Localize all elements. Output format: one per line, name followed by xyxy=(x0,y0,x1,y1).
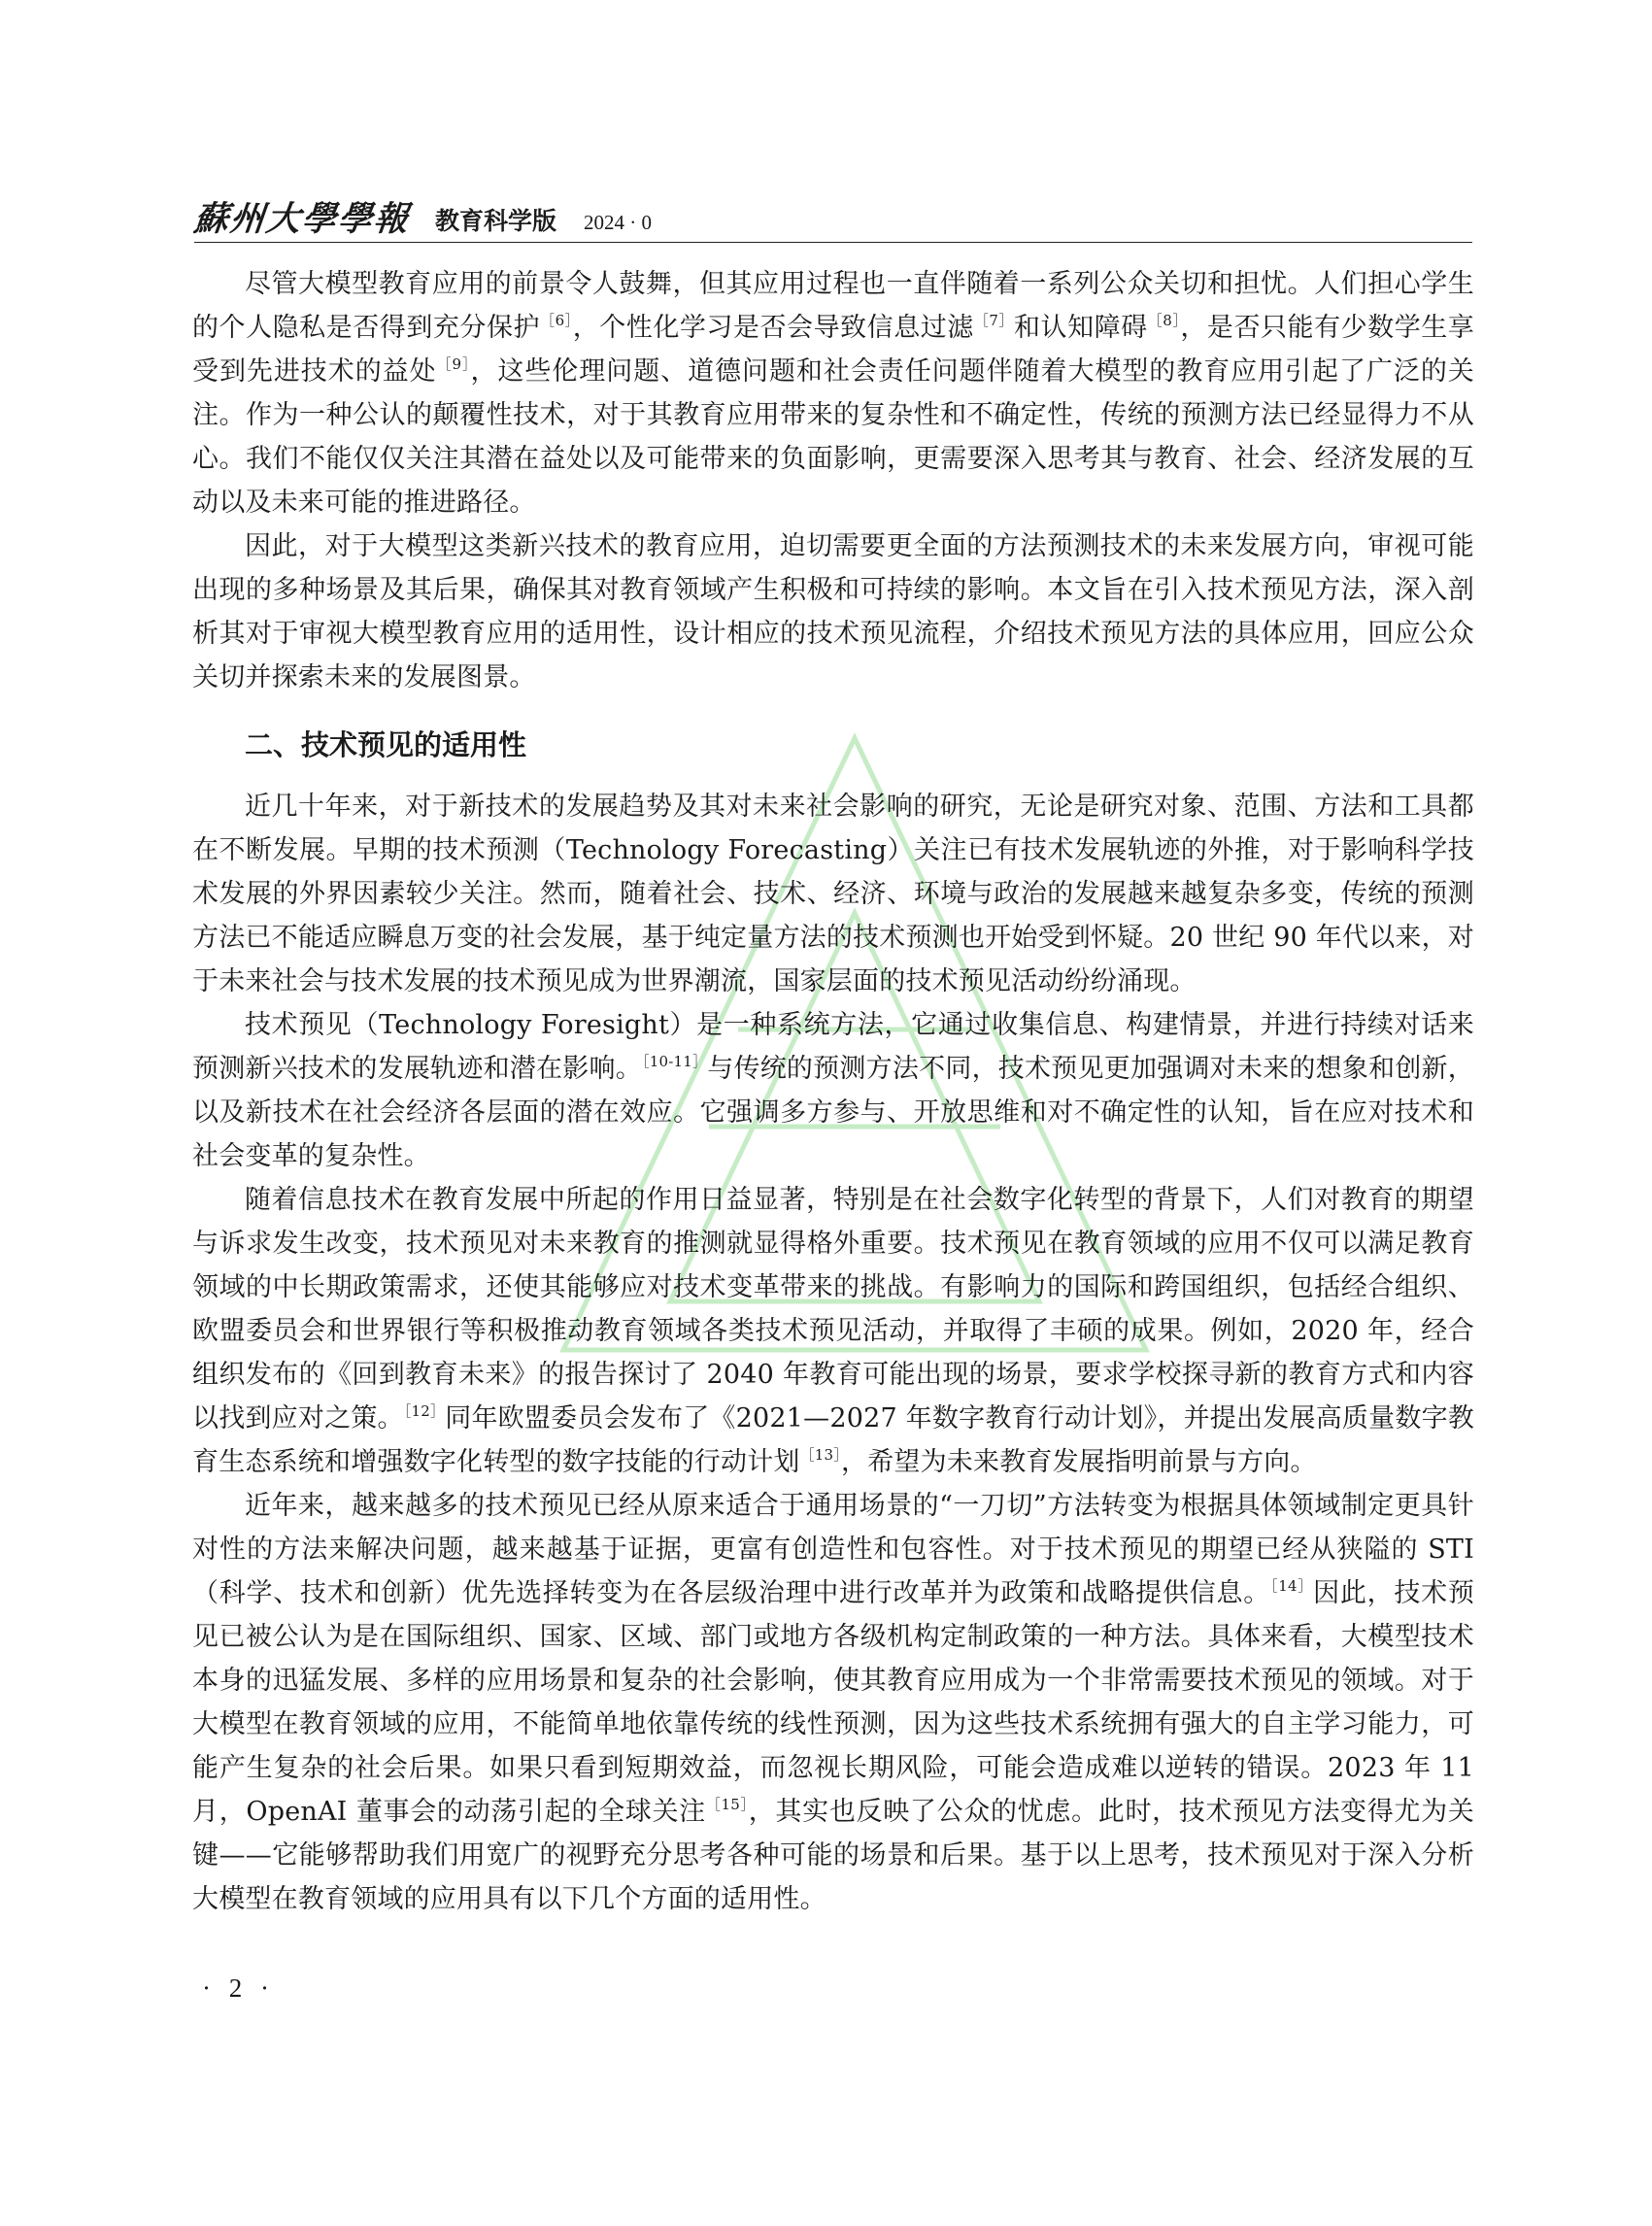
paragraph xyxy=(192,1003,1474,1178)
citation-marker: ［10-11］ xyxy=(641,1053,708,1070)
article-body xyxy=(192,262,1474,1921)
paragraph xyxy=(192,524,1474,699)
paragraph xyxy=(192,262,1474,524)
journal-edition: 教育科学版 xyxy=(435,207,557,235)
paragraph xyxy=(192,1178,1474,1484)
citation-marker: ［7］ xyxy=(973,312,1014,329)
paragraph-text: 技术预见（Technology Foresight）是一种系统方法，它通过收集信息、构建情景，并进行持续对话来预测新兴技术的发展轨迹和潜在影响。 xyxy=(192,1010,1474,1084)
citation-marker: ［12］ xyxy=(403,1402,446,1420)
paragraph xyxy=(192,785,1474,1003)
paragraph-text: ，希望为未来教育发展指明前景与方向。 xyxy=(841,1447,1317,1477)
paragraph-text: 尽管大模型教育应用的前景令人鼓舞，但其应用过程也一直伴随着一系列公众关切和担忧。人们担心学生的个人隐私是否得到充分保护 xyxy=(192,269,1474,343)
paragraph-text: 因此，对于大模型这类新兴技术的教育应用，迫切需要更全面的方法预测技术的未来发展方向，审视可能出现的多种场景及其后果，确保其对教育领域产生积极和可持续的影响。本文旨在引入技术预见方法，深入剖析其对于审视大模型教育应用的适用性，设计相应的技术预见流程，介绍技术预见方法的具体应用，回应公众关切并探索未来的发展图景。 xyxy=(192,531,1474,692)
paragraph-text: 近年来，越来越多的技术预见已经从原来适合于通用场景的“一刀切”方法转变为根据具体领域制定更具针对性的方法来解决问题，越来越基于证据，更富有创造性和包容性。对于技术预见的期望已经从狭隘的 STI（科学、技术和创新）优先选择转变为在各层级治理中进行改革并为政策和战略提供信息。 xyxy=(192,1491,1474,1608)
page-number: · 2 · xyxy=(202,1973,275,2003)
citation-marker: ［6］ xyxy=(540,312,573,329)
paragraph-text: 因此，技术预见已被公认为是在国际组织、国家、区域、部门或地方各级机构定制政策的一种方法。具体来看，大模型技术本身的迅猛发展、多样的应用场景和复杂的社会影响，使其教育应用成为一个非常需要技术预见的领域。对于大模型在教育领域的应用，不能简单地依靠传统的线性预测，因为这些技术系统拥有强大的自主学习能力，可能产生复杂的社会后果。如果只看到短期效益，而忽视长期风险，可能会造成难以逆转的错误。2023 年 11 月，OpenAI 董事会的动荡引起的全球关注 xyxy=(192,1578,1475,1827)
citation-marker: ［9］ xyxy=(436,355,471,373)
journal-logo: 蘇州大學學報 xyxy=(191,199,413,239)
journal-issue: 2024 · 0 xyxy=(584,210,653,234)
paragraph xyxy=(192,1484,1474,1921)
paragraph-text: 近几十年来，对于新技术的发展趋势及其对未来社会影响的研究，无论是研究对象、范围、方法和工具都在不断发展。早期的技术预测（Technology Forecasting）关注已有技术发展轨迹的外推，对于影响科学技术发展的外界因素较少关注。然而，随着社会、技术、经济、环境与政治的发展越来越复杂多变，传统的预测方法已不能适应瞬息万变的社会发展，基于纯定量方法的技术预测也开始受到怀疑。20 世纪 90 年代以来，对于未来社会与技术发展的技术预见成为世界潮流，国家层面的技术预见活动纷纷涌现。 xyxy=(192,792,1474,996)
citation-marker: ［8］ xyxy=(1147,312,1181,329)
paragraph-text: 和认知障碍 xyxy=(1014,313,1148,343)
paragraph-text: 随着信息技术在教育发展中所起的作用日益显著，特别是在社会数字化转型的背景下，人们对教育的期望与诉求发生改变，技术预见对未来教育的推测就显得格外重要。技术预见在教育领域的应用不仅可以满足教育领域的中长期政策需求，还使其能够应对技术变革带来的挑战。有影响力的国际和跨国组织，包括经合组织、欧盟委员会和世界银行等积极推动教育领域各类技术预见活动，并取得了丰硕的成果。例如，2020 年，经合组织发布的《回到教育未来》的报告探讨了 2040 年教育可能出现的场景，要求学校探寻新的教育方式和内容以找到应对之策。 xyxy=(192,1185,1474,1433)
citation-marker: ［14］ xyxy=(1270,1577,1314,1595)
section-heading: 二、技术预见的适用性 xyxy=(245,728,527,761)
paragraph-text: ，是否只能有少数学生享受到先进技术的益处 xyxy=(192,313,1474,387)
paragraph-text: ，个性化学习是否会导致信息过滤 xyxy=(572,313,974,343)
paragraph-text: 与传统的预测方法不同，技术预见更加强调对未来的想象和创新，以及新技术在社会经济各层面的潜在效应。它强调多方参与、开放思维和对不确定性的认知，旨在应对技术和社会变革的复杂性。 xyxy=(192,1054,1474,1171)
intro-paragraphs xyxy=(192,262,1474,699)
citation-marker: ［13］ xyxy=(799,1446,841,1464)
citation-marker: ［15］ xyxy=(705,1796,749,1813)
journal-header xyxy=(191,186,1472,243)
paragraph-text: 同年欧盟委员会发布了《2021—2027 年数字教育行动计划》，并提出发展高质量数字教育生态系统和增强数字化转型的数字技能的行动计划 xyxy=(192,1403,1474,1477)
paragraph-text: ，这些伦理问题、道德问题和社会责任问题伴随着大模型的教育应用引起了广泛的关注。作为一种公认的颠覆性技术，对于其教育应用带来的复杂性和不确定性，传统的预测方法已经显得力不从心。我们不能仅仅关注其潜在益处以及可能带来的负面影响，更需要深入思考其与教育、社会、经济发展的互动以及未来可能的推进路径。 xyxy=(192,356,1474,518)
paragraph-text: ，其实也反映了公众的忧虑。此时，技术预见方法变得尤为关键——它能够帮助我们用宽广的视野充分思考各种可能的场景和后果。基于以上思考，技术预见对于深入分析大模型在教育领域的应用具有以下几个方面的适用性。 xyxy=(192,1797,1474,1914)
section-paragraphs xyxy=(192,785,1474,1921)
